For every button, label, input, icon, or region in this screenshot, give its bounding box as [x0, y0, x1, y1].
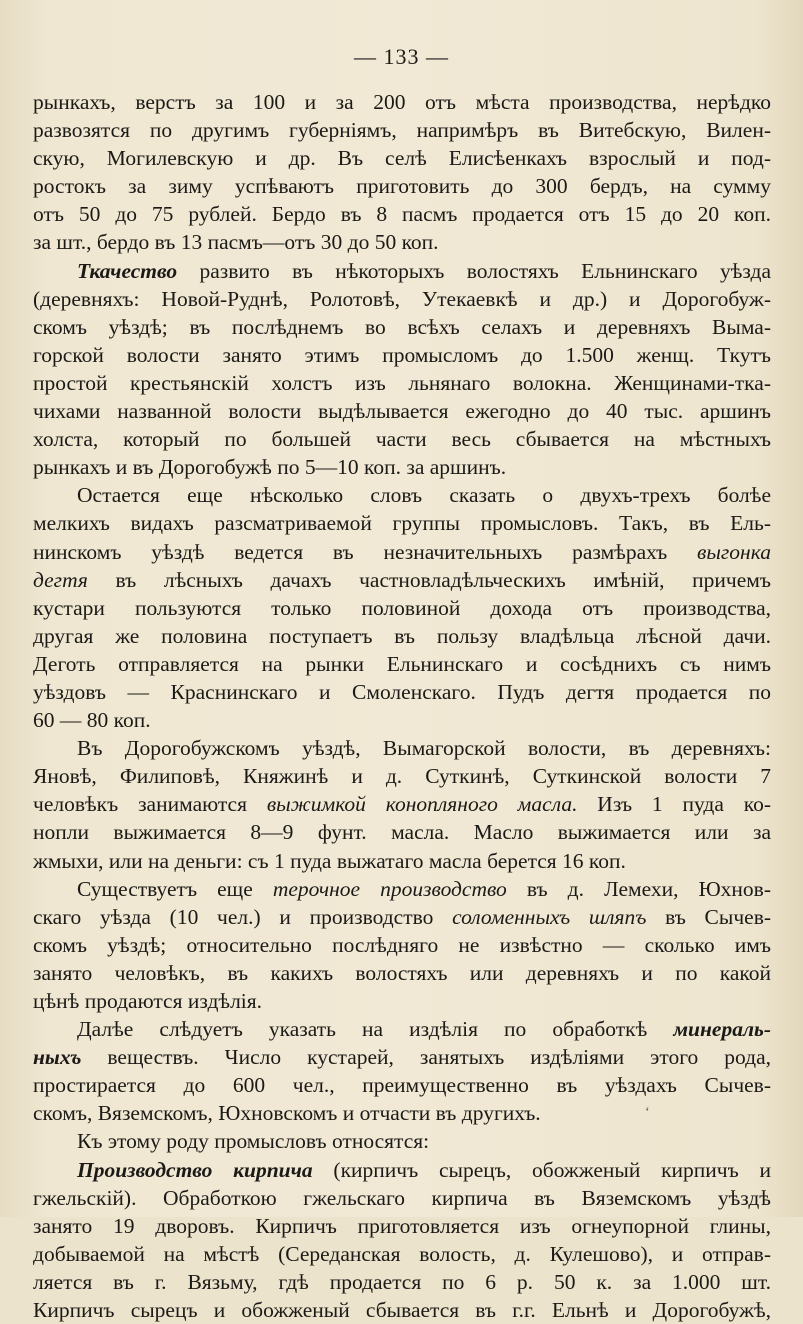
text-run: нопли выжимается 8—9 фунт. масла. Масло выжимается или за — [33, 820, 771, 845]
text-run: Къ этому роду промысловъ относятся: — [77, 1129, 430, 1154]
text-line — [33, 762, 771, 790]
page-number: — 133 — — [354, 44, 449, 69]
text-line — [33, 622, 771, 650]
emphasized-term: выгонка — [697, 539, 771, 564]
text-line — [33, 285, 771, 313]
text-line — [33, 481, 771, 509]
text-line — [33, 931, 771, 959]
emphasized-term: ныхъ — [33, 1045, 82, 1070]
text-run: нинскомъ уѣздѣ ведется въ незначительныхъ размѣрахъ — [33, 539, 698, 564]
text-line — [33, 425, 771, 453]
text-run: Далѣе слѣдуетъ указать на издѣлія по обработкѣ — [77, 1017, 674, 1042]
text-line — [33, 228, 771, 256]
text-line — [33, 1240, 771, 1268]
text-line — [33, 341, 771, 369]
text-run: скомъ уѣздѣ; относительно послѣдняго не извѣстно — сколько имъ — [33, 932, 771, 957]
text-run: скую, Могилевскую и др. Въ селѣ Елисѣенкахъ взрослый и под- — [33, 146, 771, 171]
emphasized-term: выжимкой конопляного масла. — [266, 792, 578, 817]
text-run: рынкахъ и въ Дорогобужѣ по 5—10 коп. за аршинъ. — [33, 455, 507, 480]
text-run: развозятся по другимъ губерніямъ, напримѣръ въ Витебскую, Вилен- — [33, 118, 771, 143]
text-run: Существуетъ еще — [77, 876, 273, 901]
body-text — [33, 88, 771, 1324]
emphasized-term: соломенныхъ шляпъ — [452, 904, 647, 929]
text-line — [33, 847, 771, 875]
text-run: (кирпичъ сырецъ, обожженый кирпичъ и — [312, 1157, 771, 1182]
text-run: добываемой на мѣстѣ (Середанская волость, д. Кулешово), и отправ- — [33, 1241, 771, 1266]
text-line — [33, 818, 771, 846]
stray-mark: ‘ — [645, 1105, 650, 1120]
text-line — [33, 903, 771, 931]
text-line — [33, 1212, 771, 1240]
text-run: Остается еще нѣсколько словъ сказать о двухъ-трехъ болѣе — [77, 483, 771, 508]
text-run: рынкахъ, верстъ за 100 и за 200 отъ мѣста производства, нерѣдко — [33, 90, 771, 114]
text-line — [33, 538, 771, 566]
text-line — [33, 1184, 771, 1212]
text-run: за шт., бердо въ 13 пасмъ—отъ 30 до 50 коп. — [33, 230, 439, 255]
text-run: ростокъ за зиму успѣваютъ приготовить до 300 бердъ, на сумму — [33, 174, 771, 199]
emphasized-term: минераль- — [673, 1017, 771, 1042]
text-run: цѣнѣ продаются издѣлія. — [33, 989, 263, 1013]
text-run: веществъ. Число кустарей, занятыхъ издѣліями этого рода, — [81, 1045, 771, 1070]
text-run: въ д. Лемехи, Юхнов- — [506, 876, 771, 901]
text-run: холста, который по большей части весь сбывается на мѣстныхъ — [33, 427, 771, 452]
text-run: развито въ нѣкоторыхъ волостяхъ Ельнинскаго уѣзда — [177, 258, 771, 283]
text-line — [33, 453, 771, 481]
text-line — [33, 566, 771, 594]
text-line — [33, 257, 771, 285]
text-run: ляется въ г. Вязьму, гдѣ продается по 6 р. 50 к. за 1.000 шт. — [33, 1269, 771, 1294]
text-run: человѣкъ занимаются — [33, 792, 267, 817]
text-line — [33, 1156, 771, 1184]
text-line — [33, 172, 771, 200]
text-line — [33, 1015, 771, 1043]
text-run: другая же половина поступаетъ въ пользу владѣльца лѣсной дачи. — [33, 623, 771, 648]
text-run: мелкихъ видахъ разсматриваемой группы промысловъ. Такъ, въ Ель- — [33, 511, 771, 536]
text-run: въ Сычев- — [646, 904, 771, 929]
text-run: Деготь отправляется на рынки Ельнинскаго и сосѣднихъ съ нимъ — [33, 651, 771, 676]
text-run: скаго уѣзда (10 чел.) и производство — [33, 904, 453, 929]
text-run: скомъ, Вяземскомъ, Юхновскомъ и отчасти въ другихъ. — [33, 1101, 541, 1126]
text-line — [33, 509, 771, 537]
text-run: чихами названной волости выдѣлывается ежегодно до 40 тыс. аршинъ — [33, 399, 771, 424]
text-line — [33, 650, 771, 678]
emphasized-term: Производство кирпича — [77, 1157, 313, 1182]
text-run: занято 19 дворовъ. Кирпичъ приготовляется изъ огнеупорной глины, — [33, 1213, 771, 1238]
text-run: 60 — 80 коп. — [33, 708, 151, 733]
text-run: кустари пользуются только половиной дохода отъ производства, — [33, 595, 771, 620]
text-run: отъ 50 до 75 рублей. Бердо въ 8 пасмъ продается отъ 15 до 20 коп. — [33, 202, 771, 227]
text-run: Кирпичъ сырецъ и обожженый сбывается въ г.г. Ельнѣ и Дорогобужѣ, — [33, 1298, 771, 1323]
text-line — [33, 678, 771, 706]
emphasized-term: Ткачество — [77, 258, 178, 283]
text-run: занято человѣкъ, въ какихъ волостяхъ или деревняхъ и по какой — [33, 960, 771, 985]
text-line — [33, 1127, 771, 1155]
text-line — [33, 144, 771, 172]
text-run: Изъ 1 пуда ко- — [577, 792, 771, 817]
text-run: скомъ уѣздѣ; въ послѣднемъ во всѣхъ селахъ и деревняхъ Выма- — [33, 314, 771, 339]
text-line — [33, 1099, 771, 1127]
text-line — [33, 313, 771, 341]
emphasized-term: терочное производство — [272, 876, 507, 901]
text-run: въ лѣсныхъ дачахъ частновладѣльческихъ имѣній, причемъ — [87, 567, 771, 592]
text-run: (деревняхъ: Новой-Руднѣ, Ролотовѣ, Утекаевкѣ и др.) и Дорогобуж- — [33, 286, 771, 311]
text-run: простой крестьянскій холстъ изъ льнянаго волокна. Женщинами-тка- — [33, 370, 771, 395]
text-line — [33, 397, 771, 425]
text-run: простирается до 600 чел., преимущественно въ уѣздахъ Сычев- — [33, 1073, 771, 1098]
text-line — [33, 734, 771, 762]
text-line — [33, 706, 771, 734]
text-line — [33, 116, 771, 144]
text-run: Въ Дорогобужскомъ уѣздѣ, Вымагорской волости, въ деревняхъ: — [77, 736, 771, 761]
text-run: горской волости занято этимъ промысломъ до 1.500 женщ. Ткутъ — [33, 342, 771, 367]
text-run: Яновѣ, Филиповѣ, Княжинѣ и д. Суткинѣ, Суткинской волости 7 — [33, 764, 771, 789]
text-line — [33, 1268, 771, 1296]
text-line — [33, 369, 771, 397]
text-line — [33, 790, 771, 818]
text-line — [33, 88, 771, 116]
text-line — [33, 1071, 771, 1099]
emphasized-term: дегтя — [33, 567, 88, 592]
text-run: гжельскій). Обработкою гжельскаго кирпича въ Вяземскомъ уѣздѣ — [33, 1185, 771, 1210]
text-line — [33, 200, 771, 228]
text-line — [33, 1043, 771, 1071]
text-run: уѣздовъ — Краснинскаго и Смоленскаго. Пудъ дегтя продается по — [33, 679, 771, 704]
text-line — [33, 594, 771, 622]
text-line — [33, 1296, 771, 1324]
text-run: жмыхи, или на деньги: съ 1 пуда выжатаго масла берется 16 коп. — [33, 848, 626, 873]
text-line — [33, 959, 771, 987]
text-line — [33, 875, 771, 903]
text-line — [33, 987, 771, 1015]
